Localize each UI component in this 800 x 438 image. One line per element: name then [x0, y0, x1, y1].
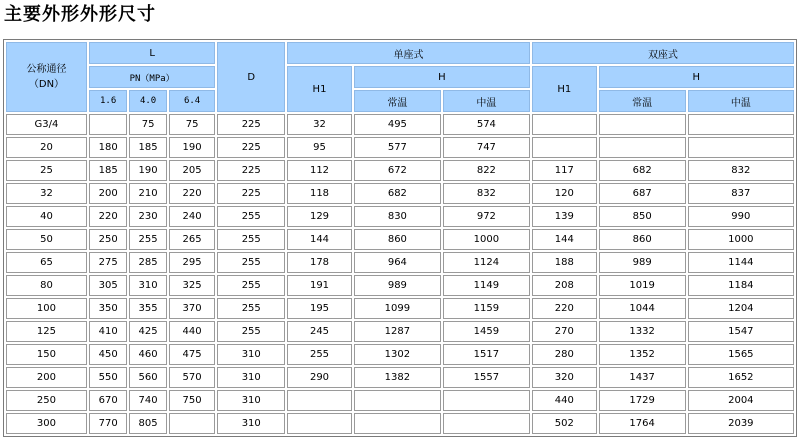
cell-l-pn-6-4: 325 [169, 275, 216, 296]
table-body [6, 114, 794, 434]
cell-l-pn-6-4: 75 [169, 114, 216, 135]
cell-double-h-normal: 1332 [599, 321, 686, 342]
cell-d: 255 [217, 206, 285, 227]
cell-l-pn-6-4: 205 [169, 160, 216, 181]
cell-double-h-medium: 1547 [688, 321, 794, 342]
cell-double-h-normal: 1764 [599, 413, 686, 434]
cell-single-h1: 118 [287, 183, 352, 204]
cell-single-h1: 32 [287, 114, 352, 135]
cell-double-h-normal: 687 [599, 183, 686, 204]
cell-dn: 25 [6, 160, 87, 181]
table-row [6, 206, 794, 227]
cell-single-h-normal: 830 [354, 206, 441, 227]
cell-single-h-medium [443, 390, 530, 411]
cell-single-h1: 144 [287, 229, 352, 250]
cell-double-h1: 220 [532, 298, 597, 319]
cell-d: 310 [217, 413, 285, 434]
cell-single-h-normal: 682 [354, 183, 441, 204]
cell-single-h-medium: 1000 [443, 229, 530, 250]
cell-double-h-medium: 2039 [688, 413, 794, 434]
cell-d: 255 [217, 298, 285, 319]
cell-dn: 50 [6, 229, 87, 250]
cell-single-h-medium: 1517 [443, 344, 530, 365]
cell-single-h-normal: 495 [354, 114, 441, 135]
cell-l-pn-1-6: 180 [89, 137, 127, 158]
cell-l-pn-1-6: 185 [89, 160, 127, 181]
header-pn-1-6: 1.6 [89, 90, 127, 112]
cell-l-pn-1-6: 410 [89, 321, 127, 342]
cell-l-pn-4-0: 310 [129, 275, 166, 296]
cell-l-pn-1-6: 250 [89, 229, 127, 250]
cell-single-h-normal: 1099 [354, 298, 441, 319]
cell-double-h-medium: 1204 [688, 298, 794, 319]
cell-double-h-normal: 989 [599, 252, 686, 273]
cell-dn: 250 [6, 390, 87, 411]
cell-d: 225 [217, 160, 285, 181]
cell-l-pn-4-0: 285 [129, 252, 166, 273]
header-dn-unit: （DN） [28, 79, 65, 90]
header-double-seat: 双座式 [532, 42, 794, 64]
cell-double-h-medium: 990 [688, 206, 794, 227]
page-title: 主要外形外形尺寸 [4, 4, 156, 25]
cell-single-h-normal: 989 [354, 275, 441, 296]
cell-d: 310 [217, 344, 285, 365]
cell-single-h-normal: 860 [354, 229, 441, 250]
cell-l-pn-1-6: 305 [89, 275, 127, 296]
cell-single-h-normal: 577 [354, 137, 441, 158]
cell-l-pn-6-4: 190 [169, 137, 216, 158]
cell-double-h-normal: 860 [599, 229, 686, 250]
cell-double-h-medium: 832 [688, 160, 794, 181]
cell-single-h1: 129 [287, 206, 352, 227]
cell-double-h1: 144 [532, 229, 597, 250]
dimensions-table [3, 39, 797, 437]
cell-single-h-medium: 972 [443, 206, 530, 227]
cell-single-h1 [287, 413, 352, 434]
table-row [6, 137, 794, 158]
cell-double-h-normal: 1044 [599, 298, 686, 319]
table-row [6, 183, 794, 204]
cell-double-h1: 208 [532, 275, 597, 296]
cell-l-pn-1-6 [89, 114, 127, 135]
cell-l-pn-6-4: 475 [169, 344, 216, 365]
cell-double-h1: 120 [532, 183, 597, 204]
cell-dn: 40 [6, 206, 87, 227]
cell-single-h1 [287, 390, 352, 411]
cell-single-h-normal [354, 413, 441, 434]
cell-double-h-medium: 1565 [688, 344, 794, 365]
cell-single-h-medium: 1124 [443, 252, 530, 273]
cell-d: 225 [217, 114, 285, 135]
cell-single-h-medium: 1149 [443, 275, 530, 296]
cell-dn: 200 [6, 367, 87, 388]
cell-l-pn-4-0: 255 [129, 229, 166, 250]
cell-l-pn-4-0: 185 [129, 137, 166, 158]
cell-double-h-normal [599, 114, 686, 135]
cell-l-pn-4-0: 190 [129, 160, 166, 181]
cell-l-pn-1-6: 550 [89, 367, 127, 388]
cell-double-h-medium: 1144 [688, 252, 794, 273]
cell-l-pn-6-4: 570 [169, 367, 216, 388]
cell-l-pn-4-0: 560 [129, 367, 166, 388]
header-d: D [217, 42, 285, 112]
cell-double-h-medium [688, 137, 794, 158]
cell-single-h1: 112 [287, 160, 352, 181]
cell-single-h-normal: 672 [354, 160, 441, 181]
cell-double-h-normal: 850 [599, 206, 686, 227]
cell-double-h-medium: 1184 [688, 275, 794, 296]
table-row [6, 367, 794, 388]
header-single-h1: H1 [287, 66, 352, 112]
cell-single-h-normal: 964 [354, 252, 441, 273]
cell-l-pn-6-4: 240 [169, 206, 216, 227]
cell-single-h-medium: 1459 [443, 321, 530, 342]
cell-l-pn-4-0: 75 [129, 114, 166, 135]
cell-single-h-medium: 1557 [443, 367, 530, 388]
cell-l-pn-1-6: 275 [89, 252, 127, 273]
cell-l-pn-4-0: 210 [129, 183, 166, 204]
table-row [6, 321, 794, 342]
cell-single-h1: 95 [287, 137, 352, 158]
header-double-h1: H1 [532, 66, 597, 112]
cell-double-h-medium: 2004 [688, 390, 794, 411]
cell-l-pn-4-0: 425 [129, 321, 166, 342]
cell-d: 255 [217, 275, 285, 296]
cell-dn: 150 [6, 344, 87, 365]
header-pn: PN（MPa） [89, 66, 215, 88]
header-single-h: H [354, 66, 530, 88]
table-row [6, 114, 794, 135]
header-pn-6-4: 6.4 [169, 90, 216, 112]
cell-l-pn-4-0: 460 [129, 344, 166, 365]
cell-dn: 65 [6, 252, 87, 273]
cell-dn: G3/4 [6, 114, 87, 135]
cell-single-h-medium: 747 [443, 137, 530, 158]
cell-d: 255 [217, 321, 285, 342]
cell-d: 255 [217, 229, 285, 250]
cell-double-h-normal: 1019 [599, 275, 686, 296]
cell-single-h-normal: 1287 [354, 321, 441, 342]
cell-single-h1: 191 [287, 275, 352, 296]
cell-double-h-normal: 1352 [599, 344, 686, 365]
table-row [6, 344, 794, 365]
header-dn-label: 公称通径 [26, 64, 67, 75]
cell-single-h-medium: 1159 [443, 298, 530, 319]
cell-l-pn-1-6: 770 [89, 413, 127, 434]
cell-d: 225 [217, 183, 285, 204]
cell-d: 310 [217, 390, 285, 411]
cell-double-h-normal: 682 [599, 160, 686, 181]
cell-l-pn-6-4: 440 [169, 321, 216, 342]
cell-single-h-normal [354, 390, 441, 411]
cell-l-pn-6-4: 265 [169, 229, 216, 250]
cell-l-pn-4-0: 230 [129, 206, 166, 227]
cell-double-h1: 270 [532, 321, 597, 342]
cell-dn: 20 [6, 137, 87, 158]
table-row [6, 160, 794, 181]
cell-l-pn-6-4: 295 [169, 252, 216, 273]
cell-l-pn-4-0: 805 [129, 413, 166, 434]
cell-double-h-medium: 1652 [688, 367, 794, 388]
cell-double-h-medium: 837 [688, 183, 794, 204]
table-row [6, 229, 794, 250]
cell-double-h1: 320 [532, 367, 597, 388]
header-single-normal-temp: 常温 [354, 90, 441, 112]
cell-double-h1: 440 [532, 390, 597, 411]
table-row [6, 275, 794, 296]
cell-dn: 300 [6, 413, 87, 434]
cell-single-h1: 245 [287, 321, 352, 342]
cell-single-h1: 195 [287, 298, 352, 319]
cell-double-h1 [532, 137, 597, 158]
header-double-medium-temp: 中温 [688, 90, 794, 112]
cell-single-h-normal: 1382 [354, 367, 441, 388]
cell-single-h1: 178 [287, 252, 352, 273]
header-double-h: H [599, 66, 794, 88]
cell-single-h-normal: 1302 [354, 344, 441, 365]
cell-double-h-medium [688, 114, 794, 135]
cell-single-h-medium [443, 413, 530, 434]
cell-l-pn-1-6: 200 [89, 183, 127, 204]
header-pn-4-0: 4.0 [129, 90, 166, 112]
cell-single-h-medium: 832 [443, 183, 530, 204]
cell-d: 255 [217, 252, 285, 273]
cell-single-h-medium: 574 [443, 114, 530, 135]
cell-l-pn-6-4 [169, 413, 216, 434]
cell-l-pn-4-0: 740 [129, 390, 166, 411]
cell-single-h1: 290 [287, 367, 352, 388]
cell-double-h1: 188 [532, 252, 597, 273]
header-dn [6, 42, 87, 112]
table-row [6, 252, 794, 273]
cell-l-pn-6-4: 750 [169, 390, 216, 411]
cell-dn: 32 [6, 183, 87, 204]
header-single-medium-temp: 中温 [443, 90, 530, 112]
cell-double-h1: 117 [532, 160, 597, 181]
cell-d: 225 [217, 137, 285, 158]
cell-double-h1: 280 [532, 344, 597, 365]
cell-l-pn-1-6: 450 [89, 344, 127, 365]
header-single-seat: 单座式 [287, 42, 530, 64]
cell-l-pn-1-6: 220 [89, 206, 127, 227]
cell-double-h-medium: 1000 [688, 229, 794, 250]
cell-single-h-medium: 822 [443, 160, 530, 181]
cell-l-pn-4-0: 355 [129, 298, 166, 319]
cell-double-h-normal: 1729 [599, 390, 686, 411]
cell-l-pn-6-4: 220 [169, 183, 216, 204]
cell-single-h1: 255 [287, 344, 352, 365]
table-row [6, 298, 794, 319]
header-l: L [89, 42, 215, 64]
cell-double-h-normal: 1437 [599, 367, 686, 388]
cell-dn: 80 [6, 275, 87, 296]
cell-l-pn-1-6: 670 [89, 390, 127, 411]
cell-dn: 100 [6, 298, 87, 319]
cell-l-pn-1-6: 350 [89, 298, 127, 319]
cell-dn: 125 [6, 321, 87, 342]
table-row [6, 413, 794, 434]
header-double-normal-temp: 常温 [599, 90, 686, 112]
cell-double-h1: 139 [532, 206, 597, 227]
cell-l-pn-6-4: 370 [169, 298, 216, 319]
cell-double-h1: 502 [532, 413, 597, 434]
cell-d: 310 [217, 367, 285, 388]
cell-double-h1 [532, 114, 597, 135]
cell-double-h-normal [599, 137, 686, 158]
table-row [6, 390, 794, 411]
